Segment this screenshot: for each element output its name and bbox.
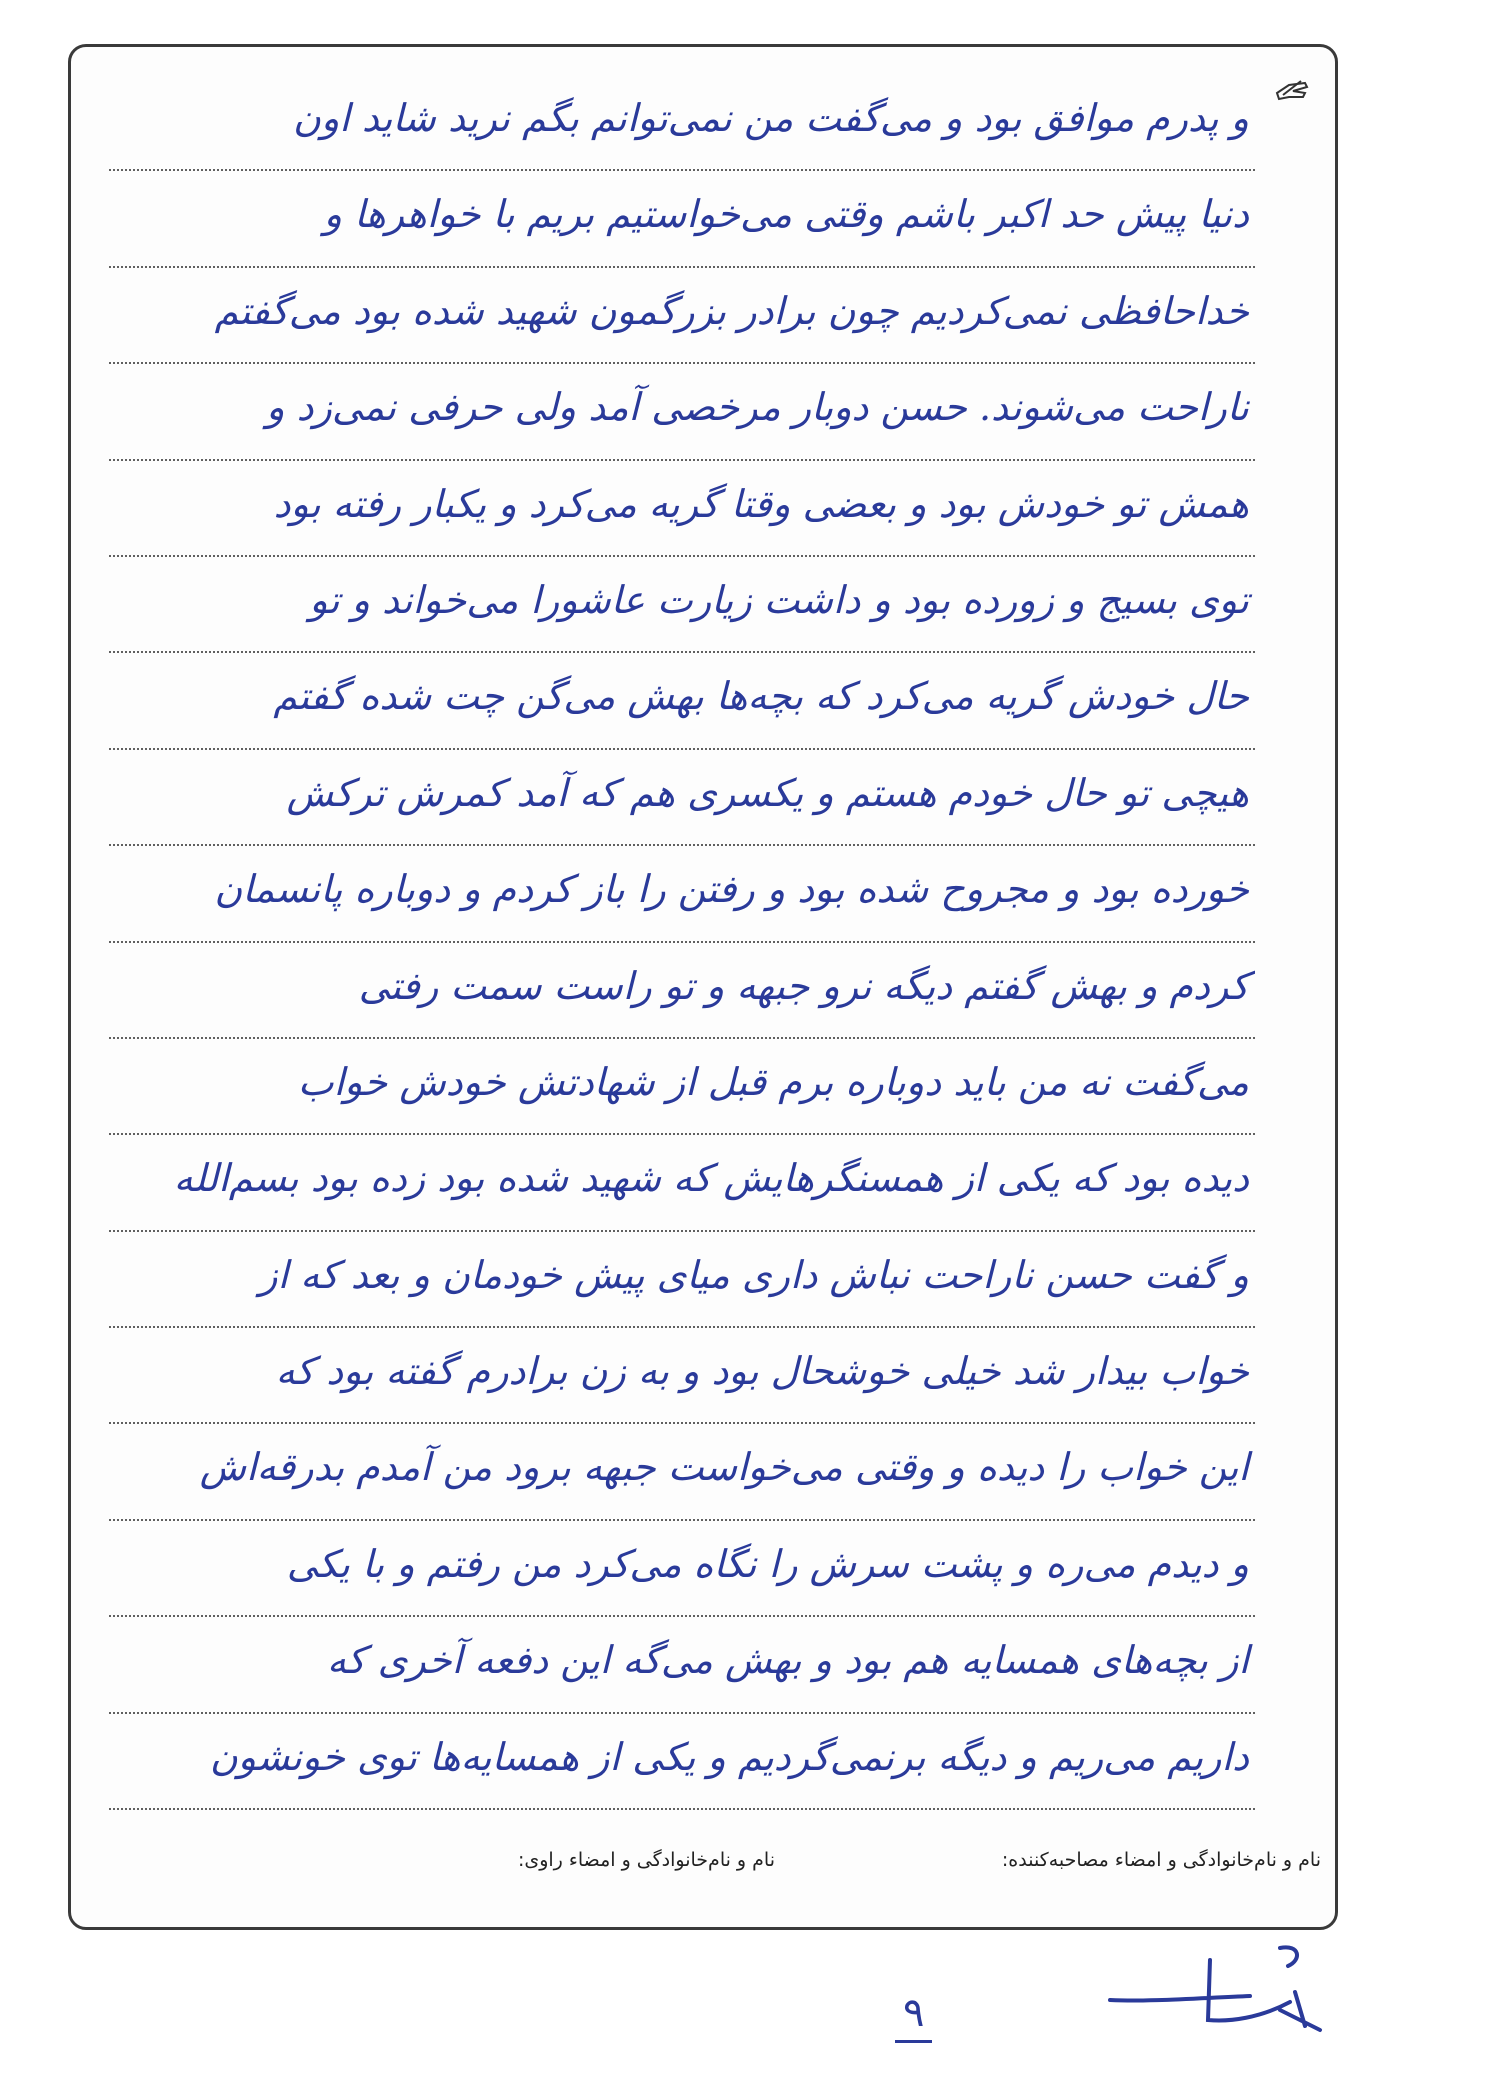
- signature-icon: [1090, 1930, 1340, 2050]
- text-line: دیده بود که یکی از همسنگرهایش که شهید شده بود زده بود بسم‌الله: [109, 1135, 1255, 1231]
- text-line: خداحافظی نمی‌کردیم چون برادر بزرگمون شهید شده بود می‌گفتم: [109, 268, 1255, 364]
- text-line: کردم و بهش گفتم دیگه نرو جبهه و تو راست سمت رفتی: [109, 943, 1255, 1039]
- text-line: داریم می‌ریم و دیگه برنمی‌گردیم و یکی از همسایه‌ها توی خونشون: [109, 1714, 1255, 1810]
- text-line: ناراحت می‌شوند. حسن دوبار مرخصی آمد ولی حرفی نمی‌زد و: [109, 364, 1255, 460]
- text-line: از بچه‌های همسایه هم بود و بهش می‌گه این دفعه آخری که: [109, 1617, 1255, 1713]
- page-frame: [68, 44, 1338, 1930]
- narrator-label: نام و نام‌خانوادگی و امضاء راوی:: [517, 1849, 775, 1871]
- text-line: توی بسیج و زورده بود و داشت زیارت عاشورا می‌خواند و تو: [109, 557, 1255, 653]
- text-line: و دیدم می‌ره و پشت سرش را نگاه می‌کرد من رفتم و با یکی: [109, 1521, 1255, 1617]
- text-line: خورده بود و مجروح شده بود و رفتن را باز کردم و دوباره پانسمان: [109, 846, 1255, 942]
- text-line: دنیا پیش حد اکبر باشم وقتی می‌خواستیم بریم با خواهرها و: [109, 171, 1255, 267]
- text-line: خواب بیدار شد خیلی خوشحال بود و به زن برادرم گفته بود که: [109, 1328, 1255, 1424]
- page-number: ۹: [895, 1990, 932, 2043]
- text-line: هیچی تو حال خودم هستم و یکسری هم که آمد کمرش ترکش: [109, 750, 1255, 846]
- interviewer-label: نام و نام‌خانوادگی و امضاء مصاحبه‌کننده:: [1001, 1849, 1321, 1871]
- handwritten-text: [109, 75, 1255, 1810]
- text-line: همش تو خودش بود و بعضی وقتا گریه می‌کرد و یکبار رفته بود: [109, 461, 1255, 557]
- text-line: و گفت حسن ناراحت نباش داری میای پیش خودمان و بعد که از: [109, 1232, 1255, 1328]
- text-line: این خواب را دیده و وقتی می‌خواست جبهه برود من آمدم بدرقه‌اش: [109, 1424, 1255, 1520]
- pen-hand-icon: [1275, 75, 1311, 105]
- text-line: می‌گفت نه من باید دوباره برم قبل از شهادتش خودش خواب: [109, 1039, 1255, 1135]
- text-line: و پدرم موافق بود و می‌گفت من نمی‌توانم بگم نرید شاید اون: [109, 75, 1255, 171]
- text-line: حال خودش گریه می‌کرد که بچه‌ها بهش می‌گن چت شده گفتم: [109, 653, 1255, 749]
